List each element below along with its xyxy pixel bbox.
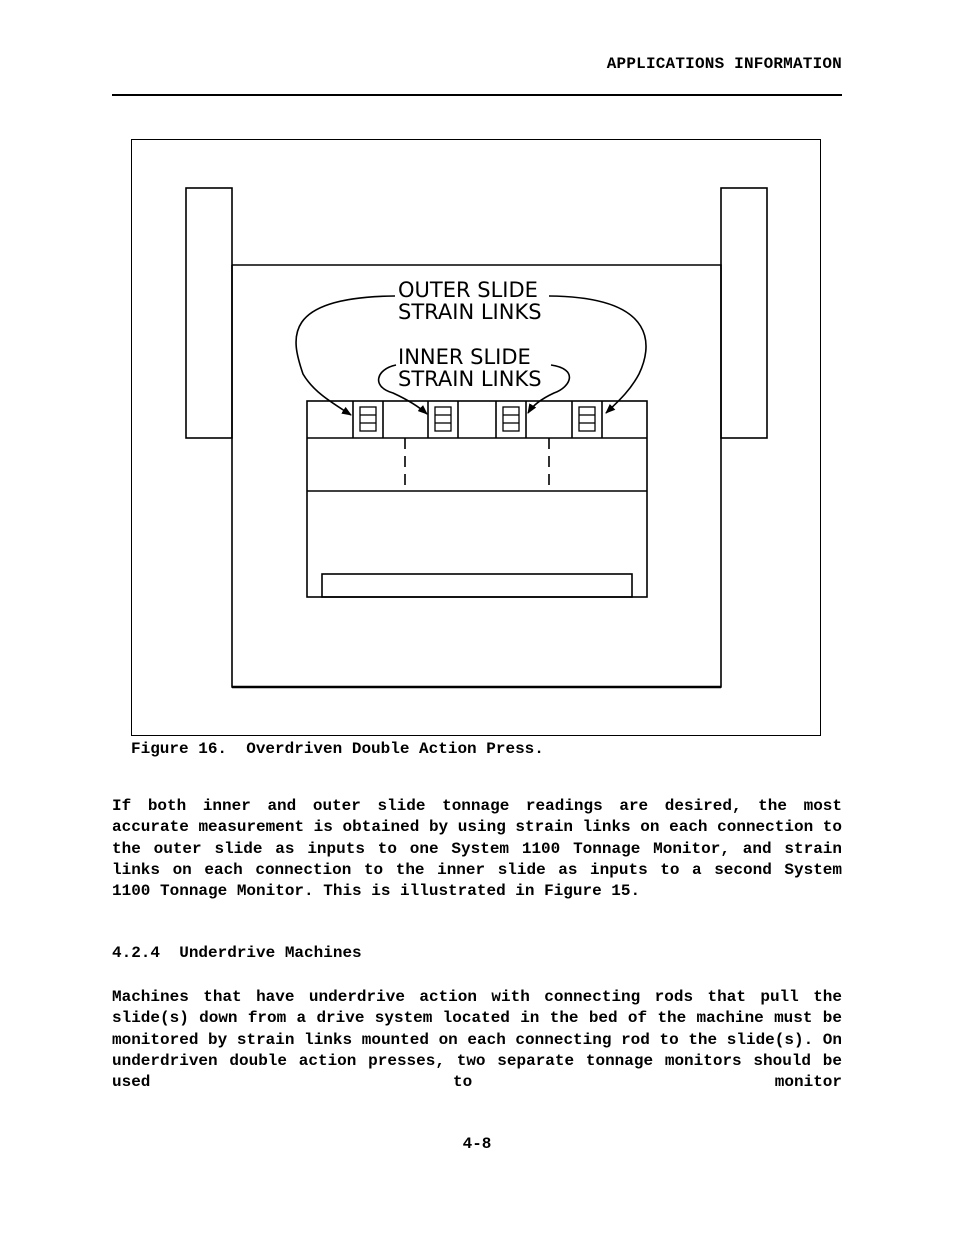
bolster xyxy=(322,574,632,597)
inner-slide-label-line2: STRAIN LINKS xyxy=(398,367,542,391)
strain-link-gauge-outer-right xyxy=(579,407,595,431)
outer-slide-leader-right xyxy=(549,296,646,413)
page-number: 4-8 xyxy=(462,1135,492,1153)
header-rule xyxy=(112,94,842,96)
body-paragraph: If both inner and outer slide tonnage readings are desired, the most accurate measurement is obtained by using strain links on each connection to the outer slide as inputs to one System 1100 Tonnage Monitor, and strain links on each connection to the inner slide as inputs to a second System 1100 Tonnage Monitor. This is illustrated in Figure 15. xyxy=(112,797,842,900)
slide-assembly xyxy=(307,401,647,597)
section-heading: 4.2.4 Underdrive Machines xyxy=(112,944,362,962)
outer-slide-leader-left xyxy=(296,296,395,415)
strain-link-gauge-outer-left xyxy=(360,407,376,431)
strain-link-gauge-inner-right xyxy=(503,407,519,431)
outer-slide-label-line2: STRAIN LINKS xyxy=(398,300,542,324)
running-header: APPLICATIONS INFORMATION xyxy=(606,55,842,73)
left-upright xyxy=(186,188,232,438)
inner-slide-label-line1: INNER SLIDE xyxy=(398,345,531,369)
figure-caption: Figure 16. Overdriven Double Action Press. xyxy=(131,740,544,758)
outer-slide-label-line1: OUTER SLIDE xyxy=(398,278,538,302)
press-diagram xyxy=(131,139,821,736)
strain-link-gauge-inner-left xyxy=(435,407,451,431)
body-paragraph: Machines that have underdrive action with connecting rods that pull the slide(s) down from a drive system located in the bed of the machine must be monitored by strain links mounted on each connecting rod to the slide(s). On underdriven double action presses, two separate tonnage monitors should be used to monitor xyxy=(112,988,842,1091)
right-upright xyxy=(721,188,767,438)
